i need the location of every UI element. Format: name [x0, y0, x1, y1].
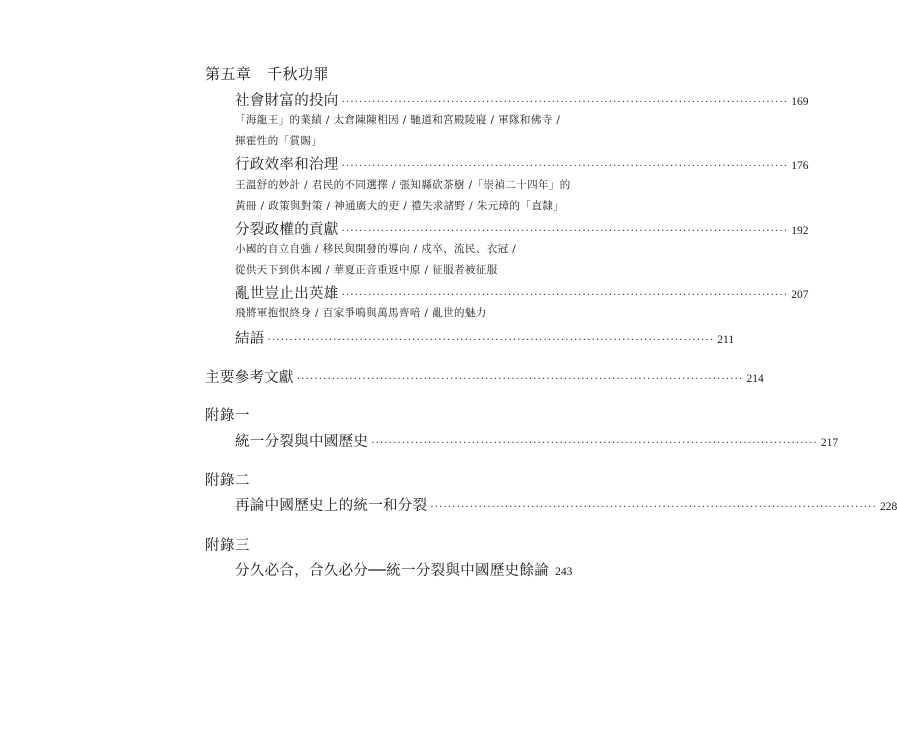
- subtopic-line: 小國的自立自強 / 移民與開發的導向 / 戍卒、流民、衣冠 /: [235, 243, 517, 255]
- toc-entry-label: 社會財富的投向: [235, 93, 339, 109]
- dot-leader: ······································································································: [371, 438, 818, 449]
- subtopic-line: 黃冊 / 政策與對策 / 神通廣大的吏 / 禮失求諸野 / 朱元璋的「直隸」: [235, 200, 565, 212]
- dot-leader: ······································································································: [341, 161, 789, 172]
- toc-entry-divided-regimes: [235, 218, 809, 239]
- page-number: 217: [820, 437, 839, 449]
- dot-leader: ······································································································: [430, 502, 878, 513]
- toc-entry-label: 再論中國歷史上的統一和分裂: [235, 498, 428, 514]
- subtopic-line: 「海龍王」的業績 / 太倉陳陳相因 / 馳道和宮殿陵寢 / 軍隊和佛寺 /: [235, 114, 561, 126]
- page-number: 207: [791, 289, 809, 301]
- page-number: 214: [746, 373, 764, 385]
- toc-entry-social-wealth: [235, 89, 809, 110]
- page-number: 211: [717, 334, 735, 346]
- dot-leader: ······································································································: [267, 335, 715, 346]
- subtopic-line: 飛將軍抱恨終身 / 百家爭鳴與萬馬齊喑 / 亂世的魅力: [235, 307, 487, 319]
- toc-entry-bibliography: [205, 366, 764, 387]
- toc-entry-label: 行政效率和治理: [235, 157, 339, 173]
- page-number: 228: [880, 501, 897, 513]
- toc-entry-appendix-2: [235, 494, 897, 515]
- toc-entry-label: 統一分裂與中國歷史: [235, 434, 369, 450]
- toc-entry-conclusion: [235, 327, 735, 348]
- toc-entry-troubled-times: [235, 282, 809, 303]
- toc-entry-appendix-3: [235, 559, 573, 580]
- toc-entry-label: 分久必合，合久必分──統一分裂與中國歷史餘論: [235, 563, 550, 579]
- page-number: 176: [791, 160, 809, 172]
- subtopic-line: 揮霍性的「賞賜」: [235, 135, 323, 147]
- toc-entry-admin-efficiency: [235, 153, 809, 174]
- dot-leader: ······································································································: [296, 374, 744, 385]
- toc-entry-label: 主要參考文獻: [205, 370, 294, 386]
- toc-entry-label: 亂世豈止出英雄: [235, 286, 339, 302]
- appendix-heading: 附錄一: [205, 408, 250, 424]
- chapter-title: 第五章 千秋功罪: [205, 65, 330, 83]
- subtopic-line: 王溫舒的妙計 / 君民的不同選擇 / 張知縣砍茶樹 /「崇禎二十四年」的: [235, 179, 571, 191]
- dot-leader: ······································································································: [341, 226, 789, 237]
- dot-leader: ······································································································: [341, 290, 789, 301]
- page-number: 243: [555, 566, 573, 578]
- toc-entry-appendix-1: [235, 430, 839, 451]
- appendix-heading: 附錄三: [205, 538, 250, 554]
- toc-entry-label: 分裂政權的貢獻: [235, 222, 339, 238]
- toc-entry-label: 結語: [235, 331, 265, 347]
- appendix-heading: 附錄二: [205, 473, 250, 489]
- dot-leader: ······································································································: [341, 97, 789, 108]
- page-number: 169: [791, 96, 809, 108]
- subtopic-line: 從供天下到供本國 / 華夏正音重返中原 / 征服者被征服: [235, 264, 498, 276]
- page-number: 192: [791, 225, 809, 237]
